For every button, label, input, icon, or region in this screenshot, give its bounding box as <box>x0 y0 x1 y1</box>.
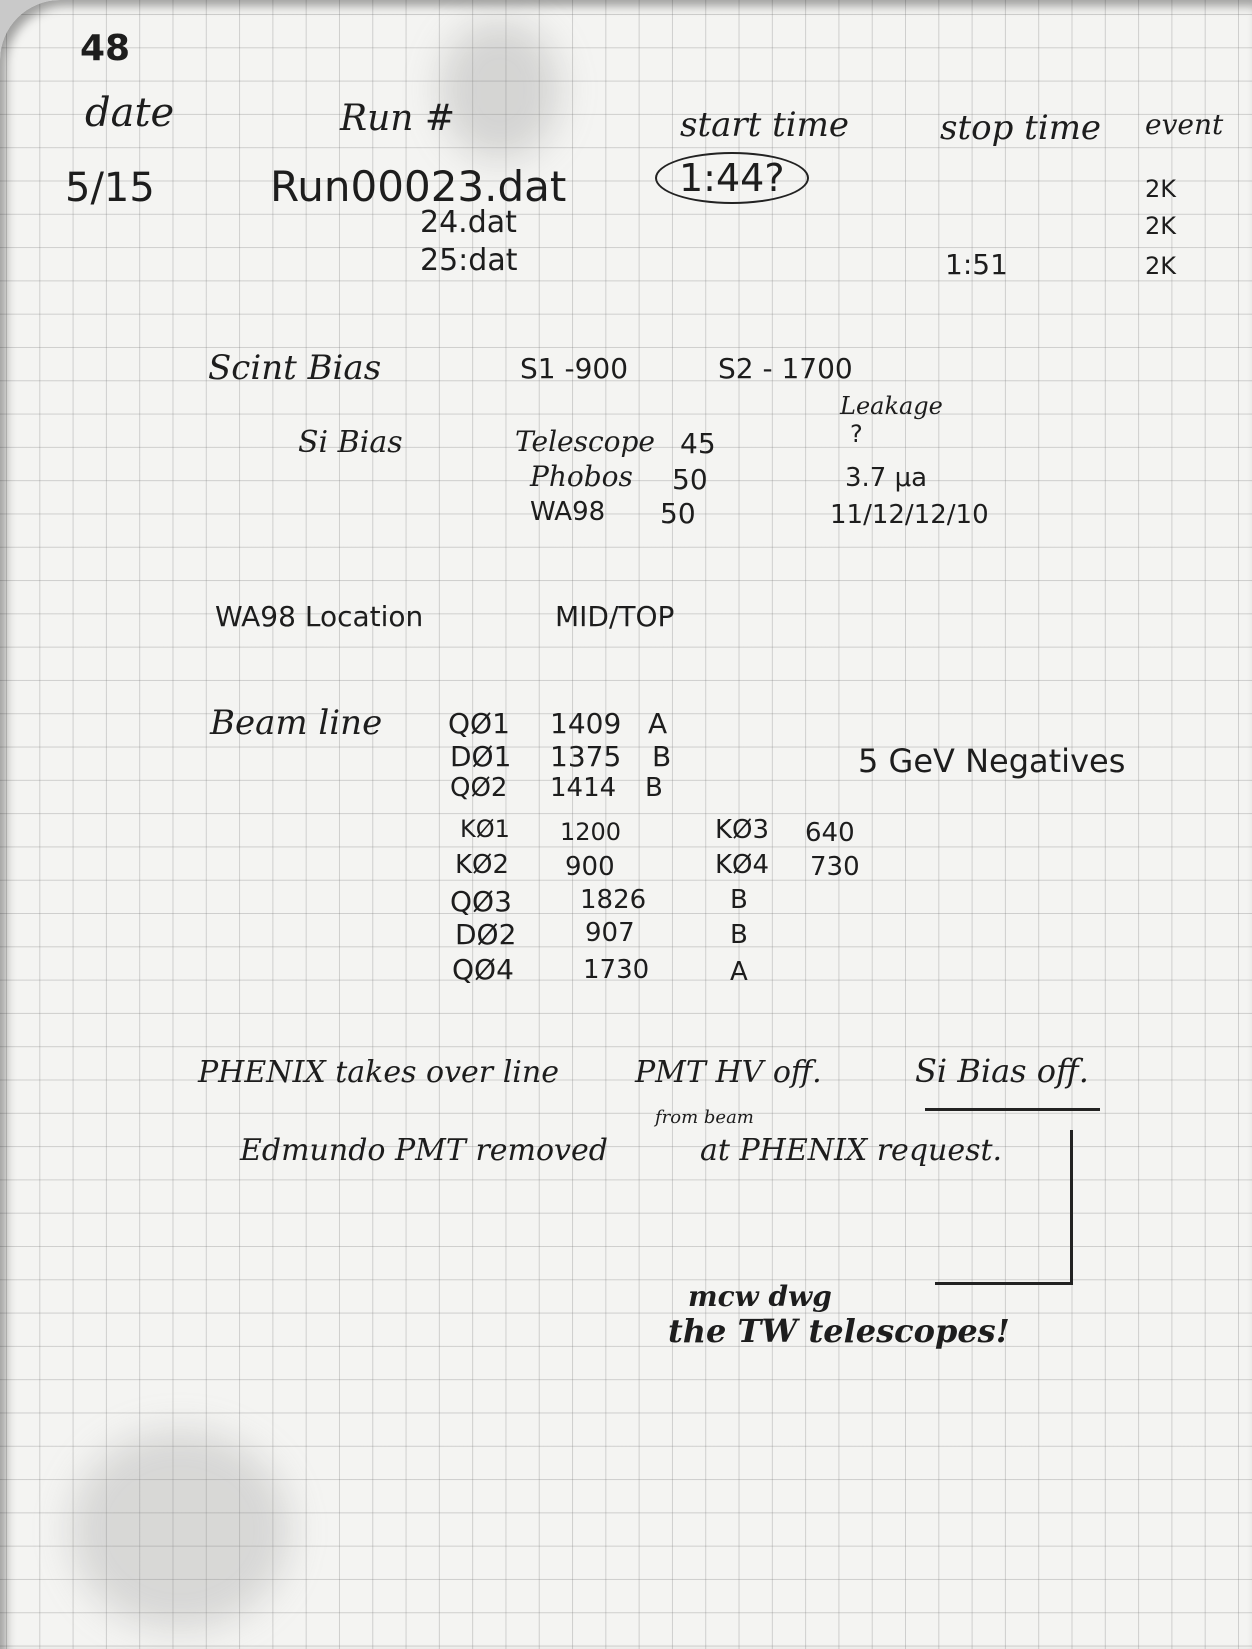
magnet-tag: B <box>645 773 663 803</box>
bracket-vertical <box>1070 1130 1073 1285</box>
run-file: 24.dat <box>420 205 517 240</box>
header-start: start time <box>680 105 850 145</box>
note-insert-from-beam: from beam <box>655 1107 754 1128</box>
run-events: 2K <box>1145 175 1177 203</box>
page-number: 48 <box>80 28 131 69</box>
magnet-name: KØ1 <box>460 815 510 843</box>
magnet-extra-name: KØ3 <box>715 815 770 845</box>
magnet-tag: B <box>730 920 748 950</box>
magnet-name: QØ1 <box>448 707 510 740</box>
magnet-value: 1826 <box>580 885 647 915</box>
smudge <box>70 1430 290 1630</box>
si-bias-name: Phobos <box>530 460 633 493</box>
magnet-tag: B <box>730 885 748 915</box>
run-stop: 1:51 <box>945 248 1008 281</box>
leakage-label: Leakage <box>840 392 943 420</box>
magnet-extra-value: 640 <box>805 818 855 848</box>
run-events: 2K <box>1145 252 1177 280</box>
run-start-circled: 1:44? <box>655 152 809 204</box>
magnet-value: 900 <box>565 852 615 882</box>
note-signature: mcw dwg <box>688 1280 832 1313</box>
header-event: event <box>1145 108 1224 141</box>
run-file: 25:dat <box>420 243 518 278</box>
magnet-name: QØ3 <box>450 885 512 918</box>
run-events: 2K <box>1145 212 1177 240</box>
magnet-value: 1730 <box>583 955 650 985</box>
magnet-extra-value: 730 <box>810 852 860 882</box>
note-tw-telescopes: the TW telescopes! <box>668 1312 1010 1350</box>
magnet-name: DØ2 <box>455 918 517 951</box>
magnet-tag: A <box>648 707 668 740</box>
note-si-bias-off: Si Bias off. <box>915 1052 1089 1090</box>
si-bias-value: 50 <box>660 497 696 530</box>
underline <box>925 1108 1100 1111</box>
run-file: Run00023.dat <box>270 162 567 211</box>
note-at-phenix-request: at PHENIX request. <box>700 1133 1003 1168</box>
magnet-tag: B <box>652 740 672 773</box>
note-phenix-takes-over: PHENIX takes over line <box>198 1055 559 1090</box>
magnet-name: QØ4 <box>452 953 514 986</box>
beam-line-label: Beam line <box>210 703 383 743</box>
magnet-name: KØ2 <box>455 850 510 880</box>
header-stop: stop time <box>940 108 1102 148</box>
si-bias-label: Si Bias <box>298 425 403 460</box>
magnet-extra-name: KØ4 <box>715 850 770 880</box>
si-bias-value: 50 <box>672 463 708 496</box>
scint-bias-s2: S2 - 1700 <box>718 352 853 385</box>
magnet-value: 1409 <box>550 707 622 740</box>
bracket-horizontal <box>935 1282 1073 1285</box>
header-run: Run # <box>340 98 456 139</box>
si-bias-name: Telescope <box>515 425 655 458</box>
wa98-location-label: WA98 Location <box>215 600 424 633</box>
scint-bias-label: Scint Bias <box>208 348 382 388</box>
smudge <box>440 20 560 160</box>
magnet-name: DØ1 <box>450 740 512 773</box>
magnet-name: QØ2 <box>450 773 508 803</box>
si-bias-leakage: ? <box>850 420 863 448</box>
si-bias-leakage: 3.7 μa <box>845 463 928 493</box>
wa98-location-value: MID/TOP <box>555 600 675 633</box>
si-bias-value: 45 <box>680 427 716 460</box>
note-pmt-hv-off: PMT HV off. <box>635 1055 822 1090</box>
scint-bias-s1: S1 -900 <box>520 352 629 385</box>
si-bias-leakage: 11/12/12/10 <box>830 500 989 530</box>
magnet-value: 1200 <box>560 818 622 846</box>
magnet-value: 907 <box>585 918 635 948</box>
header-date: date <box>85 90 175 136</box>
note-edmundo-pmt-removed: Edmundo PMT removed <box>240 1133 608 1168</box>
magnet-value: 1375 <box>550 740 622 773</box>
magnet-tag: A <box>730 957 748 987</box>
si-bias-name: WA98 <box>530 497 606 527</box>
beam-line-note: 5 GeV Negatives <box>858 742 1126 780</box>
run-date: 5/15 <box>65 165 155 211</box>
magnet-value: 1414 <box>550 773 617 803</box>
